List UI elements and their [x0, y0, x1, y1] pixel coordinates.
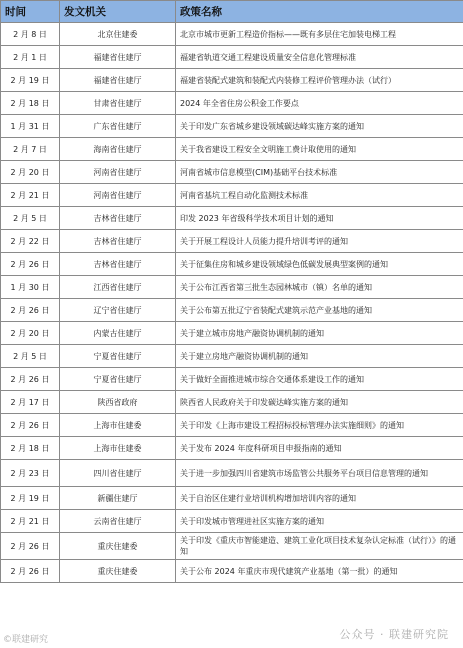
- table-row: [1, 46, 463, 69]
- date-cell: 2 月 26 日: [1, 299, 60, 322]
- date-cell: 2 月 19 日: [1, 487, 60, 510]
- agency-cell: 云南省住建厅: [60, 510, 176, 533]
- date-cell: 2 月 26 日: [1, 414, 60, 437]
- table-row: [1, 391, 463, 414]
- policy-name-cell: 关于发布 2024 年度科研项目申报指南的通知: [176, 437, 463, 460]
- date-cell: 2 月 5 日: [1, 207, 60, 230]
- table-row: [1, 184, 463, 207]
- agency-cell: 上海市住建委: [60, 414, 176, 437]
- agency-cell: 北京住建委: [60, 23, 176, 46]
- date-cell: 2 月 21 日: [1, 510, 60, 533]
- policy-name-cell: 陕西省人民政府关于印发碳达峰实施方案的通知: [176, 391, 463, 414]
- table-row: [1, 487, 463, 510]
- policy-name-cell: 关于征集住房和城乡建设领域绿色低碳发展典型案例的通知: [176, 253, 463, 276]
- date-cell: 2 月 18 日: [1, 437, 60, 460]
- date-cell: 2 月 26 日: [1, 560, 60, 583]
- date-cell: 2 月 21 日: [1, 184, 60, 207]
- date-cell: 2 月 8 日: [1, 23, 60, 46]
- date-cell: 2 月 5 日: [1, 345, 60, 368]
- policy-name-cell: 关于印发城市管理进社区实施方案的通知: [176, 510, 463, 533]
- date-cell: 2 月 18 日: [1, 92, 60, 115]
- header-row: [1, 1, 463, 23]
- table-row: [1, 510, 463, 533]
- header-policy: 政策名称: [176, 1, 463, 23]
- policy-name-cell: 关于进一步加强四川省建筑市场监管公共服务平台项目信息管理的通知: [176, 460, 463, 487]
- policy-name-cell: 河南省基坑工程自动化监测技术标准: [176, 184, 463, 207]
- date-cell: 2 月 1 日: [1, 46, 60, 69]
- date-cell: 2 月 23 日: [1, 460, 60, 487]
- agency-cell: 江西省住建厅: [60, 276, 176, 299]
- table-row: [1, 253, 463, 276]
- policy-name-cell: 福建省轨道交通工程建设质量安全信息化管理标准: [176, 46, 463, 69]
- policy-name-cell: 关于建立房地产融资协调机制的通知: [176, 345, 463, 368]
- date-cell: 2 月 26 日: [1, 253, 60, 276]
- date-cell: 2 月 19 日: [1, 69, 60, 92]
- date-cell: 1 月 31 日: [1, 115, 60, 138]
- table-row: [1, 207, 463, 230]
- table-row: [1, 138, 463, 161]
- agency-cell: 广东省住建厅: [60, 115, 176, 138]
- table-body: [1, 23, 463, 583]
- table-row: [1, 345, 463, 368]
- agency-cell: 宁夏省住建厅: [60, 368, 176, 391]
- table-row: [1, 276, 463, 299]
- agency-cell: 吉林省住建厅: [60, 253, 176, 276]
- table-header: [1, 1, 463, 23]
- agency-cell: 吉林省住建厅: [60, 230, 176, 253]
- agency-cell: 吉林省住建厅: [60, 207, 176, 230]
- policy-name-cell: 关于公布第五批辽宁省装配式建筑示范产业基地的通知: [176, 299, 463, 322]
- policy-name-cell: 关于我省建设工程安全文明施工费计取使用的通知: [176, 138, 463, 161]
- agency-cell: 河南省住建厅: [60, 184, 176, 207]
- date-cell: 2 月 20 日: [1, 161, 60, 184]
- date-cell: 2 月 26 日: [1, 368, 60, 391]
- agency-cell: 重庆住建委: [60, 533, 176, 560]
- header-agency: 发文机关: [60, 1, 176, 23]
- table-row: [1, 437, 463, 460]
- policy-name-cell: 印发 2023 年省级科学技术项目计划的通知: [176, 207, 463, 230]
- policy-name-cell: 关于自治区住建行业培训机构增加培训内容的通知: [176, 487, 463, 510]
- agency-cell: 四川省住建厅: [60, 460, 176, 487]
- policy-name-cell: 2024 年全省住房公积金工作要点: [176, 92, 463, 115]
- agency-cell: 海南省住建厅: [60, 138, 176, 161]
- table-row: [1, 115, 463, 138]
- watermark-right: 公众号 · 联建研究院: [339, 628, 449, 641]
- table-row: [1, 299, 463, 322]
- table-row: [1, 414, 463, 437]
- policy-name-cell: 关于印发《上海市建设工程招标投标管理办法实施细则》的通知: [176, 414, 463, 437]
- date-cell: 2 月 26 日: [1, 533, 60, 560]
- table-row: [1, 460, 463, 487]
- policy-name-cell: 关于做好全面推进城市综合交通体系建设工作的通知: [176, 368, 463, 391]
- agency-cell: 辽宁省住建厅: [60, 299, 176, 322]
- date-cell: 2 月 20 日: [1, 322, 60, 345]
- agency-cell: 新疆住建厅: [60, 487, 176, 510]
- agency-cell: 福建省住建厅: [60, 69, 176, 92]
- header-date: 时间: [1, 1, 60, 23]
- policy-name-cell: 关于公布江西省第三批生态园林城市（镇）名单的通知: [176, 276, 463, 299]
- table-row: [1, 533, 463, 560]
- agency-cell: 福建省住建厅: [60, 46, 176, 69]
- policy-name-cell: 关于开展工程设计人员能力提升培训考评的通知: [176, 230, 463, 253]
- agency-cell: 甘肃省住建厅: [60, 92, 176, 115]
- policy-name-cell: 福建省装配式建筑和装配式内装修工程评价管理办法（试行）: [176, 69, 463, 92]
- table-row: [1, 23, 463, 46]
- table-row: [1, 92, 463, 115]
- table-row: [1, 69, 463, 92]
- agency-cell: 内蒙古住建厅: [60, 322, 176, 345]
- agency-cell: 河南省住建厅: [60, 161, 176, 184]
- policy-name-cell: 河南省城市信息模型(CIM)基础平台技术标准: [176, 161, 463, 184]
- date-cell: 2 月 22 日: [1, 230, 60, 253]
- date-cell: 2 月 7 日: [1, 138, 60, 161]
- date-cell: 1 月 30 日: [1, 276, 60, 299]
- table-row: [1, 560, 463, 583]
- agency-cell: 陕西省政府: [60, 391, 176, 414]
- policy-name-cell: 关于印发《重庆市智能建造、建筑工业化项目技术复杂认定标准（试行）》的通知: [176, 533, 463, 560]
- watermark-left: ©联建研究: [3, 635, 49, 645]
- policy-name-cell: 关于建立城市房地产融资协调机制的通知: [176, 322, 463, 345]
- table-row: [1, 230, 463, 253]
- policy-name-cell: 北京市城市更新工程造价指标——既有多层住宅加装电梯工程: [176, 23, 463, 46]
- table-row: [1, 368, 463, 391]
- policy-name-cell: 关于公布 2024 年重庆市现代建筑产业基地（第一批）的通知: [176, 560, 463, 583]
- agency-cell: 上海市住建委: [60, 437, 176, 460]
- agency-cell: 重庆住建委: [60, 560, 176, 583]
- agency-cell: 宁夏省住建厅: [60, 345, 176, 368]
- table-row: [1, 161, 463, 184]
- date-cell: 2 月 17 日: [1, 391, 60, 414]
- policy-name-cell: 关于印发广东省城乡建设领域碳达峰实施方案的通知: [176, 115, 463, 138]
- table-row: [1, 322, 463, 345]
